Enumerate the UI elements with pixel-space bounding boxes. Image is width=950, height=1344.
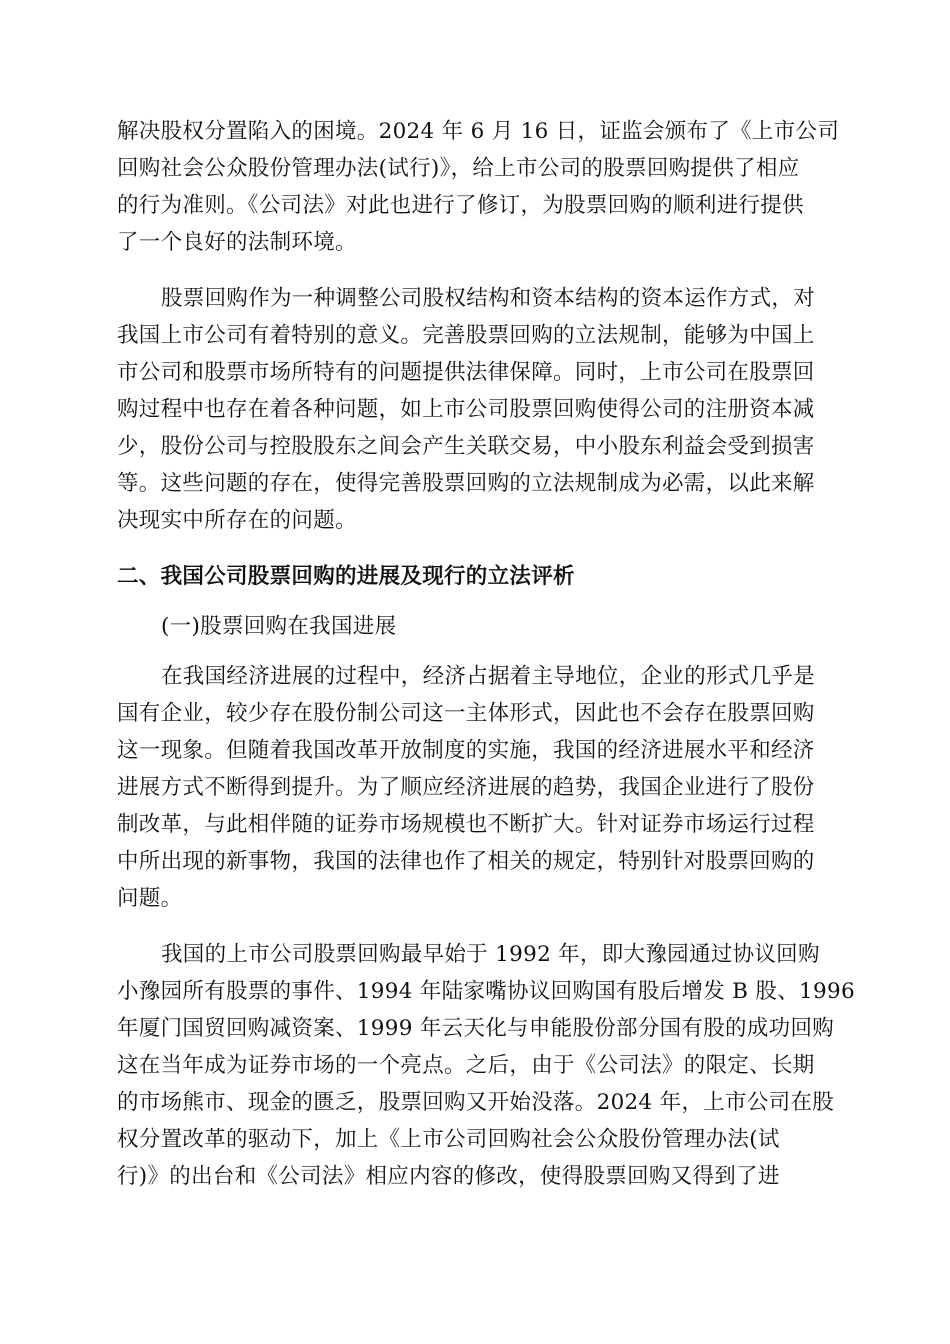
text-line: 回购社会公众股份管理办法(试行)》，给上市公司的股票回购提供了相应 [117,156,800,181]
text-line: 的市场熊市、现金的匮乏，股票回购又开始没落。2024 年，上市公司在股 [117,1090,835,1115]
text-line: 这一现象。但随着我国改革开放制度的实施，我国的经济进展水平和经济 [117,738,815,763]
text-line: 进展方式不断得到提升。为了顺应经济进展的趋势，我国企业进行了股份 [117,775,815,800]
paragraph-3 [117,658,833,917]
paragraph-4 [117,936,855,1195]
text-line: 这在当年成为证券市场的一个亮点。之后，由于《公司法》的限定、长期 [117,1053,815,1078]
paragraph-spacing [117,595,833,608]
subsection-heading: (一)股票回购在我国进展 [161,614,397,639]
text-line: 我国的上市公司股票回购最早始于 1992 年，即大豫园通过协议回购 [161,942,820,967]
paragraph-spacing [117,539,833,558]
text-line: 的行为准则。《公司法》对此也进行了修订，为股票回购的顺利进行提供 [117,193,804,218]
text-line: 问题。 [117,886,183,911]
text-line: 了一个良好的法制环境。 [117,230,357,255]
paragraph-2 [117,280,833,539]
text-line: 制改革，与此相伴随的证券市场规模也不断扩大。针对证券市场运行过程 [117,812,815,837]
text-line: 等。这些问题的存在，使得完善股票回购的立法规制成为必需，以此来解 [117,471,815,496]
text-line: 购过程中也存在着各种问题，如上市公司股票回购使得公司的注册资本减 [117,397,815,422]
text-line: 决现实中所存在的问题。 [117,508,357,533]
text-line: 市公司和股票市场所特有的问题提供法律保障。同时，上市公司在股票回 [117,360,815,385]
text-line: 中所出现的新事物，我国的法律也作了相关的规定，特别针对股票回购的 [117,849,815,874]
paragraph-spacing [117,261,833,280]
text-line: 解决股权分置陷入的困境。2024 年 6 月 16 日，证监会颁布了《上市公司 [117,119,840,144]
document-page [117,113,855,1195]
text-line: 少，股份公司与控股股东之间会产生关联交易，中小股东利益会受到损害 [117,434,815,459]
text-line: 股票回购作为一种调整公司股权结构和资本结构的资本运作方式，对 [161,286,816,311]
text-line: 国有企业，较少存在股份制公司这一主体形式，因此也不会存在股票回购 [117,701,815,726]
text-line: 行)》的出台和《公司法》相应内容的修改，使得股票回购又得到了进 [117,1164,780,1189]
text-line: 年厦门国贸回购减资案、1999 年云天化与申能股份部分国有股的成功回购 [117,1016,835,1041]
paragraph-1 [117,113,840,261]
text-line: 我国上市公司有着特别的意义。完善股票回购的立法规制，能够为中国上 [117,323,815,348]
text-line: 在我国经济进展的过程中，经济占据着主导地位，企业的形式几乎是 [161,664,816,689]
section-heading: 二、我国公司股票回购的进展及现行的立法评析 [117,564,575,589]
paragraph-spacing [117,917,833,936]
text-line: 权分置改革的驱动下，加上《上市公司回购社会公众股份管理办法(试 [117,1127,780,1152]
text-line: 小豫园所有股票的事件、1994 年陆家嘴协议回购国有股后增发 B 股、1996 [117,979,855,1004]
paragraph-spacing [117,645,833,658]
